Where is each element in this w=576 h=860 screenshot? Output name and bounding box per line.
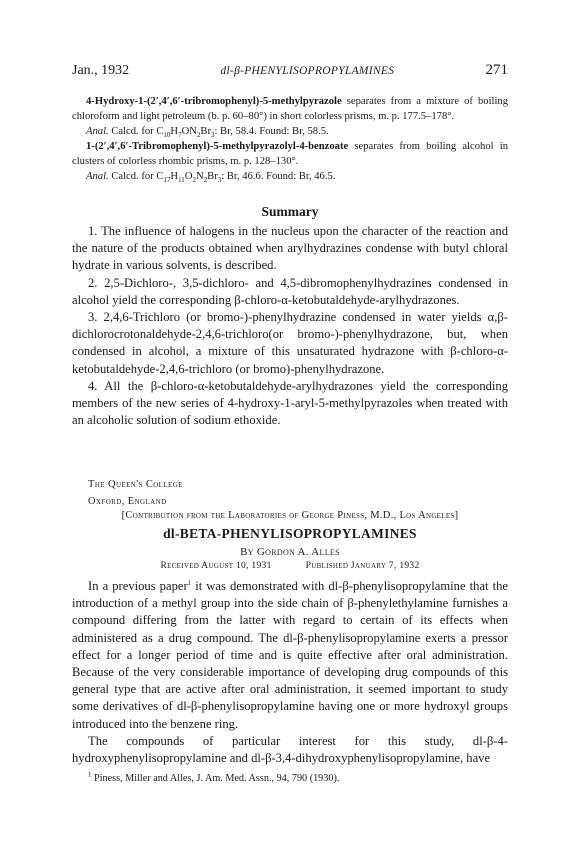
compound-2-paragraph — [72, 139, 508, 169]
summary-heading: Summary — [261, 204, 319, 219]
article-heading — [72, 510, 508, 571]
article-author: By Gordon A. Alles — [240, 546, 340, 558]
affiliation-college: The Queen's College — [88, 479, 183, 490]
running-header — [72, 62, 508, 79]
formula-subscript: 2 — [203, 176, 208, 185]
analysis-calcd: Calcd. for C — [111, 126, 164, 137]
formula-subscript: 10 — [163, 131, 171, 140]
analysis-label: Anal. — [86, 171, 109, 182]
article-dates — [72, 561, 508, 571]
footnote-reference: 1 — [187, 578, 192, 587]
compound-descriptions — [72, 94, 508, 184]
formula-part: ON — [181, 126, 197, 137]
compound-1-text: separates from a mixture of boiling chloroform and light petroleum (b. p. 60–80°) in short colorless prisms, m. p. 177.5–178°. — [72, 96, 508, 122]
affiliation — [72, 476, 508, 510]
formula-part: Br — [200, 126, 211, 137]
footnote — [72, 772, 524, 785]
formula-subscript: 17 — [163, 176, 171, 185]
published-date: Published January 7, 1932 — [305, 561, 420, 571]
formula-part: O — [184, 171, 193, 182]
header-date: Jan., 1932 — [72, 63, 130, 78]
analysis-calcd: Calcd. for C — [111, 171, 164, 182]
summary-section — [72, 204, 508, 429]
formula-part: H — [170, 126, 179, 137]
page-number: 271 — [485, 62, 508, 78]
formula-subscript: 2 — [196, 131, 201, 140]
compound-2-name: 1-(2′,4′,6′-Tribromophenyl)-5-methylpyrazolyl-4-benzoate — [86, 141, 349, 152]
article-body — [72, 578, 508, 767]
compound-1-name: 4-Hydroxy-1-(2′,4′,6′-tribromophenyl)-5-methylpyrazole — [86, 96, 342, 107]
formula-part: Br — [207, 171, 218, 182]
compound-1-paragraph — [72, 94, 508, 124]
article-title: dl-BETA-PHENYLISOPROPYLAMINES — [163, 526, 417, 541]
received-date: Received August 10, 1931 — [160, 561, 272, 571]
formula-subscript: 2 — [192, 176, 196, 185]
compound-2-text: separates from boiling alcohol in clusters of colorless rhombic prisms, m. p. 128–130°. — [72, 141, 508, 167]
compound-1-analysis — [72, 124, 508, 139]
formula-part: H — [170, 171, 179, 182]
summary-point-1: 1. The influence of halogens in the nucleus upon the character of the reaction and the nature of the products obtained when arylhydrazines condense with butyl chloral hydrate in various solvents, is described. — [72, 224, 508, 273]
paragraph-text: it was demonstrated with dl-β-phenylisopropylamine that the introduction of a methyl group into the side chain of β-phenylethylamine furnishes a compound differing from the latter with regard to certain of its effects when administered as a drug compound. The dl-β-phenylisopropylamine exerts a pressor effect for a longer period of time and is quite effective after oral administration. Because of the very considerable importance of developing drug compounds of this general type that are active after oral administration, it seemed important to study some derivatives of dl-β-phenylisopropylamine having one or more hydroxyl groups introduced into the benzene ring. — [72, 579, 508, 731]
formula-part: N — [195, 171, 204, 182]
summary-point-4: 4. All the β-chloro-α-ketobutaldehyde-arylhydrazones yield the corresponding members of the new series of 4-hydroxy-1-aryl-5-methylpyrazoles when treated with an alcoholic solution of sodium ethoxide. — [72, 378, 508, 428]
header-running-title: dl-β-PHENYLISOPROPYLAMINES — [220, 65, 395, 77]
article-paragraph-2: The compounds of particular interest for this study, dl-β-4-hydroxyphenylisopropylamine and dl-β-3,4-dihydroxyphenylisopropylamine, have — [72, 733, 508, 766]
formula-subscript: 11 — [178, 176, 185, 185]
paragraph-text: In a previous paper — [88, 579, 188, 593]
compound-2-analysis — [72, 169, 508, 184]
formula-subscript: 3 — [210, 131, 215, 140]
article-paragraph-1 — [72, 578, 508, 733]
analysis-label: Anal. — [86, 126, 109, 137]
footnote-text: Piness, Miller and Alles, J. Am. Med. Assn., 94, 790 (1930). — [91, 773, 340, 784]
analysis-result: : Br, 46.6. Found: Br, 46.5. — [221, 171, 336, 182]
contribution-line: [Contribution from the Laboratories of George Piness, M.D., Los Angeles] — [121, 510, 459, 521]
affiliation-location: Oxford, England — [88, 496, 167, 507]
analysis-result: : Br, 58.4. Found: Br, 58.5. — [214, 126, 329, 137]
summary-point-3: 3. 2,4,6-Trichloro (or bromo-)-phenylhydrazine condensed in water yields α,β-dichlorocrotonaldehyde-2,4,6-trichloro(or bromo-)-phenylhydrazone, but, when condensed in alcohol, a mixture of this unsaturated hydrazone with β-chloro-α-ketobutaldehyde-2,4,6-trichloro (or bromo)-phenylhydrazone. — [72, 310, 508, 376]
footnote-mark: 1 — [88, 770, 92, 779]
formula-subscript: 7 — [178, 131, 182, 140]
formula-subscript: 3 — [217, 176, 222, 185]
summary-point-2: 2. 2,5-Dichloro-, 3,5-dichloro- and 4,5-dibromophenylhydrazines condensed in alcohol yield the corresponding β-chloro-α-ketobutaldehyde-arylhydrazones. — [72, 275, 508, 307]
summary-body — [72, 223, 508, 429]
